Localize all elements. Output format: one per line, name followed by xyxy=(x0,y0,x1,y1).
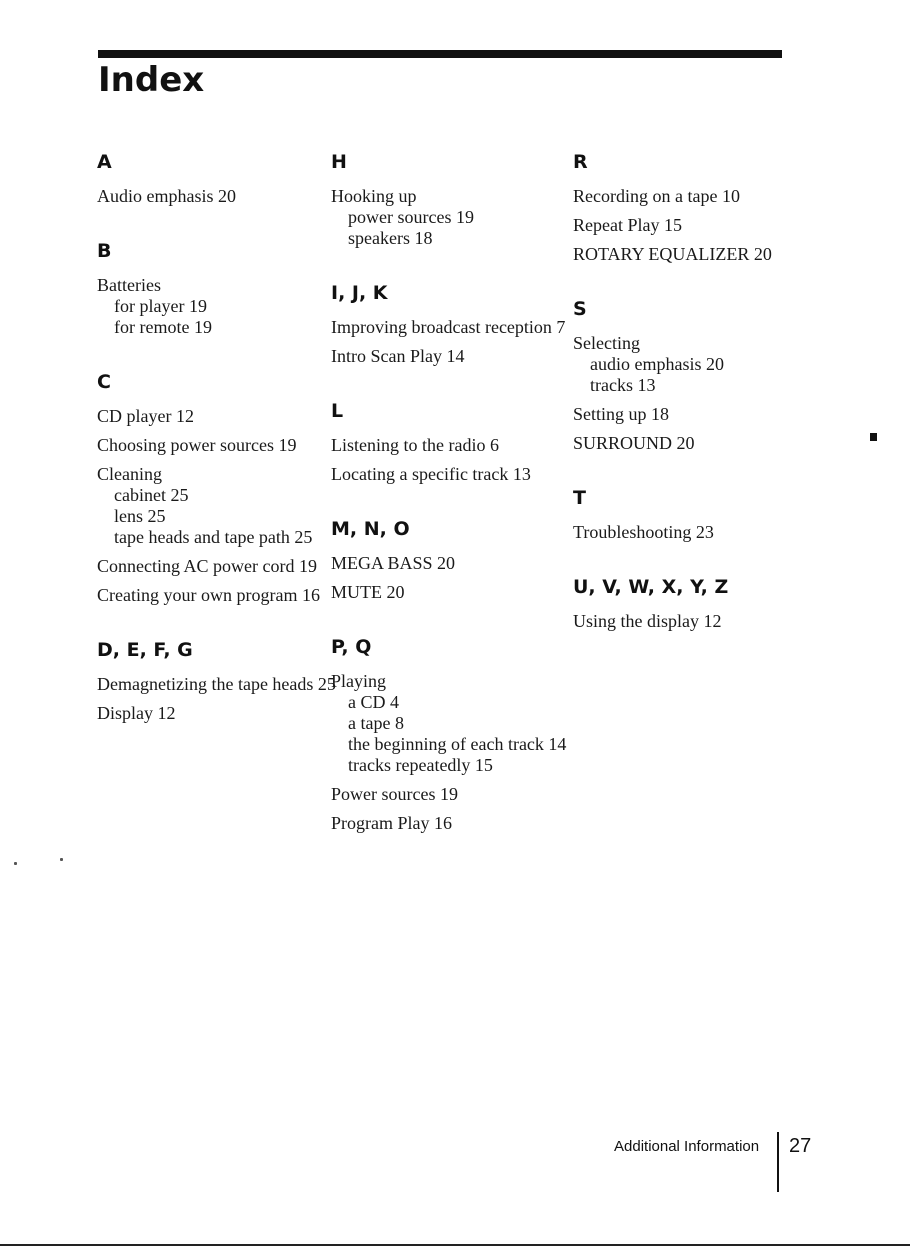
index-term: MUTE 20 xyxy=(331,582,405,602)
index-entry xyxy=(573,333,818,396)
index-subentry: speakers 18 xyxy=(348,228,433,248)
index-term: Hooking up xyxy=(331,186,417,206)
index-subentry: for player 19 xyxy=(114,296,207,316)
page-number: 27 xyxy=(789,1135,812,1157)
index-entry xyxy=(97,464,342,548)
index-term: Demagnetizing the tape heads 25 xyxy=(97,674,336,694)
index-column-3 xyxy=(573,150,818,664)
index-entry xyxy=(573,522,818,543)
section-letter: B xyxy=(97,240,112,262)
margin-mark xyxy=(870,433,877,441)
index-subentry: cabinet 25 xyxy=(114,485,189,505)
footer-section-title: Additional Information xyxy=(614,1138,760,1155)
index-term: Selecting xyxy=(573,333,640,353)
index-section xyxy=(331,399,576,485)
section-letter: P, Q xyxy=(331,636,372,658)
index-subentry: audio emphasis 20 xyxy=(590,354,724,374)
index-term: Program Play 16 xyxy=(331,813,452,833)
index-term: Creating your own program 16 xyxy=(97,585,320,605)
index-entry xyxy=(97,186,342,207)
index-section xyxy=(97,239,342,338)
index-term: Intro Scan Play 14 xyxy=(331,346,465,366)
index-entry xyxy=(97,275,342,338)
scan-speck xyxy=(60,858,63,861)
page-bottom-edge xyxy=(0,1244,910,1246)
index-entry xyxy=(331,186,576,249)
section-letter: M, N, O xyxy=(331,518,410,540)
index-term: CD player 12 xyxy=(97,406,194,426)
index-section xyxy=(97,638,342,724)
index-section xyxy=(573,575,818,632)
index-section xyxy=(573,297,818,454)
index-entry xyxy=(331,671,576,776)
index-term: Improving broadcast reception 7 xyxy=(331,317,566,337)
section-letter: A xyxy=(97,151,112,173)
index-section xyxy=(331,517,576,603)
index-entry xyxy=(573,244,818,265)
index-section xyxy=(331,150,576,249)
index-entry xyxy=(331,784,576,805)
index-entry xyxy=(97,435,342,456)
index-entry xyxy=(97,703,342,724)
index-column-1 xyxy=(97,150,342,756)
index-section xyxy=(331,635,576,834)
section-letter: C xyxy=(97,371,111,393)
index-entry xyxy=(573,611,818,632)
index-subentry: the beginning of each track 14 xyxy=(348,734,567,754)
index-section xyxy=(573,486,818,543)
section-letter: L xyxy=(331,400,344,422)
index-term: Setting up 18 xyxy=(573,404,670,424)
index-subentry: a tape 8 xyxy=(348,713,404,733)
page-title: Index xyxy=(98,60,205,100)
index-entry xyxy=(573,433,818,454)
index-entry xyxy=(331,317,576,338)
index-term: Using the display 12 xyxy=(573,611,722,631)
index-term: MEGA BASS 20 xyxy=(331,553,456,573)
index-entry xyxy=(573,186,818,207)
index-section xyxy=(97,370,342,606)
index-subentry: tracks 13 xyxy=(590,375,656,395)
index-term: Cleaning xyxy=(97,464,162,484)
section-letter: U, V, W, X, Y, Z xyxy=(573,576,729,598)
index-term: Playing xyxy=(331,671,387,691)
index-term: Locating a specific track 13 xyxy=(331,464,531,484)
section-letter: T xyxy=(573,487,586,509)
index-term: Choosing power sources 19 xyxy=(97,435,297,455)
section-letter: D, E, F, G xyxy=(97,639,193,661)
index-entry xyxy=(573,404,818,425)
index-subentry: for remote 19 xyxy=(114,317,212,337)
index-entry xyxy=(97,556,342,577)
section-letter: I, J, K xyxy=(331,282,388,304)
index-subentry: a CD 4 xyxy=(348,692,399,712)
index-entry xyxy=(331,813,576,834)
index-subentry: tape heads and tape path 25 xyxy=(114,527,313,547)
footer-divider xyxy=(777,1132,779,1192)
index-entry xyxy=(97,674,342,695)
section-letter: R xyxy=(573,151,588,173)
index-term: Troubleshooting 23 xyxy=(573,522,714,542)
index-section xyxy=(331,281,576,367)
index-term: Display 12 xyxy=(97,703,176,723)
index-term: SURROUND 20 xyxy=(573,433,695,453)
section-letter: S xyxy=(573,298,587,320)
index-term: Batteries xyxy=(97,275,161,295)
index-entry xyxy=(97,406,342,427)
index-subentry: power sources 19 xyxy=(348,207,474,227)
index-term: Audio emphasis 20 xyxy=(97,186,236,206)
section-letter: H xyxy=(331,151,347,173)
scan-speck xyxy=(14,862,17,865)
index-entry xyxy=(573,215,818,236)
index-term: Power sources 19 xyxy=(331,784,458,804)
index-subentry: tracks repeatedly 15 xyxy=(348,755,493,775)
index-section xyxy=(97,150,342,207)
index-term: Recording on a tape 10 xyxy=(573,186,740,206)
index-term: Repeat Play 15 xyxy=(573,215,682,235)
index-entry xyxy=(331,553,576,574)
index-entry xyxy=(331,346,576,367)
index-subentry: lens 25 xyxy=(114,506,166,526)
index-entry xyxy=(331,435,576,456)
top-rule xyxy=(98,50,782,58)
index-term: Connecting AC power cord 19 xyxy=(97,556,317,576)
index-entry xyxy=(97,585,342,606)
index-column-2 xyxy=(331,150,576,866)
index-entry xyxy=(331,582,576,603)
index-term: Listening to the radio 6 xyxy=(331,435,499,455)
index-entry xyxy=(331,464,576,485)
index-section xyxy=(573,150,818,265)
index-term: ROTARY EQUALIZER 20 xyxy=(573,244,772,264)
